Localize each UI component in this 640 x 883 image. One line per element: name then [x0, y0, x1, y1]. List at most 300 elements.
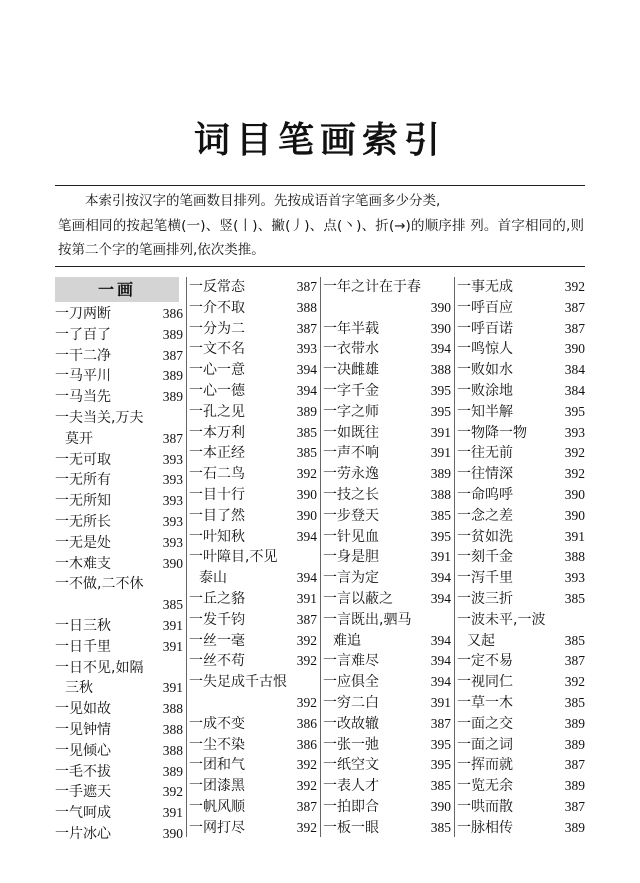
entry-idiom: 一团漆黑 [189, 778, 245, 795]
index-entry [55, 782, 185, 803]
entry-idiom: 一发千钧 [189, 611, 245, 628]
index-entry [323, 568, 453, 589]
entry-idiom: 一步登天 [323, 507, 379, 524]
index-entry [189, 339, 319, 360]
entry-idiom: 一丘之貉 [189, 590, 245, 607]
index-entry [55, 699, 185, 720]
index-entry [55, 658, 185, 700]
index-entry [55, 824, 185, 845]
entry-idiom-continued: 莫开 [65, 430, 93, 447]
entry-page-number: 393 [564, 424, 585, 440]
index-entry [457, 277, 587, 298]
entry-page-number: 387 [296, 279, 317, 294]
entry-idiom: 一针见血 [323, 528, 379, 545]
entry-idiom: 一呼百诺 [457, 320, 513, 337]
entry-idiom: 一叶知秋 [189, 528, 245, 545]
entry-idiom: 一文不名 [189, 341, 245, 358]
index-column-4 [457, 277, 587, 839]
entry-page-number: 388 [564, 549, 585, 565]
index-entry [55, 491, 185, 512]
entry-idiom: 一手遮天 [55, 784, 111, 801]
entry-page-number: 391 [162, 680, 183, 696]
entry-idiom: 一字之师 [323, 403, 379, 420]
entry-idiom: 一波未平,一波 [457, 611, 546, 628]
index-entry [55, 346, 185, 367]
entry-idiom: 一贫如洗 [457, 528, 513, 545]
index-entry [457, 589, 587, 610]
intro-line: 列。首字相同的,则按第二个字的笔画排列,依次类推。 [58, 217, 584, 258]
index-entry [323, 776, 453, 797]
index-entry [457, 755, 587, 776]
entry-page-number: 385 [430, 778, 451, 794]
entry-page-number: 391 [564, 528, 585, 544]
intro-line: 笔画相同的按起笔横(一)、竖(丨)、撇(丿)、点(丶)、折(→)的顺序排 [58, 217, 466, 234]
index-entry [55, 637, 185, 658]
entry-idiom: 一丝一毫 [189, 632, 245, 649]
entry-idiom: 一夫当关,万夫 [55, 409, 144, 426]
column-divider [186, 277, 187, 837]
index-entry [55, 554, 185, 575]
index-entry [457, 381, 587, 402]
entry-idiom: 一片冰心 [55, 825, 111, 842]
entry-page-number: 395 [430, 382, 451, 398]
index-entry [55, 304, 185, 325]
index-entry [55, 387, 185, 408]
entry-idiom: 一言为定 [323, 570, 379, 587]
index-entry [189, 589, 319, 610]
entry-idiom-continued: 又起 [467, 632, 495, 649]
entry-page-number: 387 [296, 611, 317, 627]
index-entry [457, 298, 587, 319]
entry-page-number: 385 [564, 694, 585, 710]
entry-idiom: 一年之计在于春 [323, 279, 421, 295]
entry-page-number: 390 [430, 320, 451, 336]
index-entry [323, 547, 453, 568]
index-entry [189, 797, 319, 818]
entry-idiom: 一往无前 [457, 445, 513, 462]
entry-page-number: 390 [430, 299, 451, 315]
entry-idiom: 一定不易 [457, 653, 513, 670]
index-entry [457, 423, 587, 444]
entry-page-number: 393 [564, 570, 585, 586]
entry-idiom: 一鸣惊人 [457, 341, 513, 358]
entry-page-number: 387 [430, 715, 451, 731]
entry-page-number: 391 [162, 805, 183, 821]
entry-page-number: 384 [564, 362, 585, 378]
index-entry [323, 589, 453, 610]
entry-idiom: 一脉相传 [457, 819, 513, 836]
entry-page-number: 393 [296, 341, 317, 357]
index-entry [323, 527, 453, 548]
index-entry [323, 735, 453, 756]
entry-page-number: 387 [162, 430, 183, 446]
entry-page-number: 388 [162, 701, 183, 717]
entry-idiom: 一纸空文 [323, 757, 379, 774]
index-entry [323, 818, 453, 839]
index-entry [189, 381, 319, 402]
entry-idiom: 一表人才 [323, 778, 379, 795]
entry-idiom: 一命呜呼 [457, 486, 513, 503]
entry-page-number: 385 [296, 445, 317, 461]
entry-idiom: 一身是胆 [323, 549, 379, 566]
entry-page-number: 384 [564, 382, 585, 398]
entry-page-number: 385 [430, 507, 451, 523]
entry-idiom: 一无所长 [55, 513, 111, 530]
entry-idiom: 一往情深 [457, 466, 513, 483]
top-rule [55, 185, 585, 186]
index-entry [457, 443, 587, 464]
entry-idiom: 一无所有 [55, 472, 111, 489]
index-entry [457, 651, 587, 672]
entry-page-number: 385 [564, 590, 585, 606]
index-entry [457, 464, 587, 485]
index-entry [323, 651, 453, 672]
index-entry [457, 319, 587, 340]
index-entry [189, 277, 319, 298]
entry-idiom: 一石二鸟 [189, 466, 245, 483]
index-entry [189, 610, 319, 631]
entry-page-number: 387 [564, 320, 585, 336]
entry-idiom: 一拍即合 [323, 798, 379, 815]
entry-page-number: 390 [564, 341, 585, 357]
entry-idiom: 一衣带水 [323, 341, 379, 358]
index-entry [457, 610, 587, 652]
entry-page-number: 390 [296, 486, 317, 502]
index-entry [323, 360, 453, 381]
index-entry [457, 818, 587, 839]
entry-page-number: 394 [430, 653, 451, 669]
index-entry [323, 319, 453, 340]
entry-idiom: 一日千里 [55, 638, 111, 655]
entry-page-number: 391 [162, 638, 183, 654]
intro-line: 本索引按汉字的笔画数目排列。先按成语首字笔画多少分类, [85, 193, 441, 209]
entry-idiom: 一木难支 [55, 555, 111, 572]
entry-idiom: 一言难尽 [323, 653, 379, 670]
entry-page-number: 390 [162, 825, 183, 841]
entry-idiom: 一劳永逸 [323, 466, 379, 483]
index-entry [189, 735, 319, 756]
entry-page-number: 392 [296, 632, 317, 648]
entry-page-number: 391 [430, 549, 451, 565]
index-entry [323, 277, 453, 319]
entry-idiom: 一挥而就 [457, 757, 513, 774]
entry-idiom: 一网打尽 [189, 819, 245, 836]
index-entry [55, 470, 185, 491]
index-entry [457, 506, 587, 527]
entry-idiom: 一败如水 [457, 362, 513, 379]
entry-page-number: 389 [430, 466, 451, 482]
entry-page-number: 385 [430, 819, 451, 835]
entry-page-number: 392 [564, 466, 585, 482]
index-entry [55, 803, 185, 824]
entry-idiom: 一年半载 [323, 320, 379, 337]
index-entry [189, 714, 319, 735]
entry-page-number: 392 [564, 279, 585, 294]
entry-page-number: 392 [162, 784, 183, 800]
entry-idiom: 一无所知 [55, 493, 111, 510]
entry-page-number: 387 [296, 320, 317, 336]
entry-idiom: 一本正经 [189, 445, 245, 462]
entry-page-number: 388 [162, 721, 183, 737]
index-column-3 [323, 277, 453, 839]
entry-page-number: 395 [430, 757, 451, 773]
index-entry [323, 755, 453, 776]
index-entry [457, 527, 587, 548]
index-entry [457, 402, 587, 423]
index-entry [323, 485, 453, 506]
entry-page-number: 392 [564, 445, 585, 461]
entry-page-number: 392 [296, 778, 317, 794]
entry-page-number: 391 [430, 424, 451, 440]
entry-page-number: 389 [564, 736, 585, 752]
entry-page-number: 390 [564, 507, 585, 523]
entry-page-number: 391 [430, 694, 451, 710]
index-entry [457, 672, 587, 693]
entry-page-number: 392 [296, 466, 317, 482]
index-entry [189, 485, 319, 506]
index-entry [55, 325, 185, 346]
index-entry [323, 610, 453, 652]
entry-idiom: 一日不见,如隔 [55, 659, 144, 676]
entry-idiom: 一应俱全 [323, 674, 379, 691]
entry-idiom: 一言以蔽之 [323, 590, 393, 607]
entry-page-number: 387 [564, 653, 585, 669]
entry-page-number: 394 [430, 590, 451, 606]
index-entry [55, 408, 185, 450]
entry-page-number: 390 [296, 507, 317, 523]
entry-page-number: 387 [564, 757, 585, 773]
index-entry [189, 298, 319, 319]
index-entry [55, 450, 185, 471]
entry-idiom: 一事无成 [457, 279, 513, 295]
index-entry [189, 527, 319, 548]
index-entry [189, 464, 319, 485]
entry-page-number: 394 [430, 570, 451, 586]
index-entry [457, 776, 587, 797]
entry-idiom: 一字千金 [323, 382, 379, 399]
entry-page-number: 393 [162, 451, 183, 467]
entry-idiom: 一不做,二不休 [55, 576, 144, 593]
entry-idiom: 一刀两断 [55, 306, 111, 322]
entry-idiom: 一泻千里 [457, 570, 513, 587]
entry-page-number: 394 [296, 382, 317, 398]
index-entry [323, 672, 453, 693]
entry-page-number: 393 [162, 493, 183, 509]
entry-page-number: 389 [162, 763, 183, 779]
entry-page-number: 392 [564, 674, 585, 690]
entry-page-number: 386 [162, 306, 183, 321]
entry-page-number: 389 [564, 715, 585, 731]
entry-idiom: 一决雌雄 [323, 362, 379, 379]
entry-idiom: 一成不变 [189, 715, 245, 732]
entry-idiom: 一哄而散 [457, 798, 513, 815]
entry-idiom: 一尘不染 [189, 736, 245, 753]
entry-page-number: 387 [162, 347, 183, 363]
entry-page-number: 390 [564, 486, 585, 502]
index-entry [323, 506, 453, 527]
index-entry [457, 797, 587, 818]
entry-idiom: 一言既出,驷马 [323, 611, 412, 628]
index-entry [189, 423, 319, 444]
entry-page-number: 391 [296, 590, 317, 606]
entry-idiom: 一了百了 [55, 326, 111, 343]
entry-page-number: 387 [564, 299, 585, 315]
entry-page-number: 391 [430, 445, 451, 461]
entry-page-number: 385 [162, 597, 183, 613]
entry-page-number: 395 [564, 403, 585, 419]
entry-page-number: 392 [296, 653, 317, 669]
entry-idiom: 一丝不苟 [189, 653, 245, 670]
index-entry [55, 533, 185, 554]
entry-idiom: 一见钟情 [55, 721, 111, 738]
index-entry [323, 443, 453, 464]
entry-page-number: 388 [430, 362, 451, 378]
index-column-1 [55, 277, 185, 845]
entry-page-number: 395 [430, 528, 451, 544]
index-entry [55, 366, 185, 387]
page-title: 词目笔画索引 [193, 120, 446, 161]
index-column-2 [189, 277, 319, 839]
entry-page-number: 387 [564, 798, 585, 814]
entry-idiom: 一视同仁 [457, 674, 513, 691]
bottom-rule [55, 266, 585, 267]
entry-page-number: 393 [162, 513, 183, 529]
entry-idiom: 一无是处 [55, 534, 111, 551]
entry-page-number: 392 [296, 819, 317, 835]
entry-idiom: 一无可取 [55, 451, 111, 468]
index-entry [457, 547, 587, 568]
section-heading: 一画 [55, 277, 179, 302]
entry-idiom: 一心一意 [189, 362, 245, 379]
intro-paragraph [58, 189, 584, 263]
entry-page-number: 385 [564, 632, 585, 648]
index-entry [55, 574, 185, 616]
index-entry [323, 464, 453, 485]
index-entry [323, 797, 453, 818]
entry-page-number: 385 [296, 424, 317, 440]
entry-idiom: 一张一弛 [323, 736, 379, 753]
entry-idiom: 一目了然 [189, 507, 245, 524]
entry-idiom: 一如既往 [323, 424, 379, 441]
entry-idiom: 一毛不拔 [55, 763, 111, 780]
index-entry [323, 402, 453, 423]
index-entry [55, 762, 185, 783]
index-entry [457, 714, 587, 735]
entry-idiom: 一马平川 [55, 368, 111, 385]
index-entry [457, 339, 587, 360]
entry-idiom: 一波三折 [457, 590, 513, 607]
entry-idiom: 一气呵成 [55, 805, 111, 822]
column-divider [454, 277, 455, 837]
index-entry [189, 547, 319, 589]
index-entry [189, 631, 319, 652]
entry-page-number: 394 [430, 674, 451, 690]
entry-idiom: 一干二净 [55, 347, 111, 364]
index-entry [189, 651, 319, 672]
entry-idiom: 一改故辙 [323, 715, 379, 732]
entry-page-number: 393 [162, 534, 183, 550]
entry-idiom: 一技之长 [323, 486, 379, 503]
index-entry [323, 693, 453, 714]
entry-page-number: 394 [296, 528, 317, 544]
index-entry [323, 714, 453, 735]
index-entry [189, 402, 319, 423]
entry-idiom: 一马当先 [55, 389, 111, 406]
index-entry [189, 443, 319, 464]
entry-page-number: 392 [296, 757, 317, 773]
entry-idiom: 一念之差 [457, 507, 513, 524]
entry-idiom: 一穷二白 [323, 694, 379, 711]
index-entry [323, 339, 453, 360]
index-entry [457, 568, 587, 589]
entry-idiom: 一知半解 [457, 403, 513, 420]
entry-page-number: 388 [430, 486, 451, 502]
index-entry [189, 776, 319, 797]
entry-idiom: 一览无余 [457, 778, 513, 795]
entry-page-number: 389 [162, 368, 183, 384]
entry-page-number: 386 [296, 736, 317, 752]
entry-idiom: 一板一眼 [323, 819, 379, 836]
column-divider [320, 277, 321, 837]
index-entry [189, 360, 319, 381]
entry-idiom: 一目十行 [189, 486, 245, 503]
entry-page-number: 395 [430, 736, 451, 752]
entry-idiom: 一草一木 [457, 694, 513, 711]
entry-page-number: 389 [162, 389, 183, 405]
entry-page-number: 387 [296, 798, 317, 814]
entry-idiom-continued: 三秋 [65, 680, 93, 697]
index-entry [189, 506, 319, 527]
index-entry [189, 319, 319, 340]
entry-idiom: 一呼百应 [457, 299, 513, 316]
entry-idiom: 一见倾心 [55, 742, 111, 759]
entry-idiom: 一失足成千古恨 [189, 674, 287, 691]
entry-idiom: 一日三秋 [55, 617, 111, 634]
index-entry [457, 360, 587, 381]
entry-idiom: 一面之词 [457, 736, 513, 753]
index-entry [55, 616, 185, 637]
index-entry [189, 672, 319, 714]
entry-idiom: 一败涂地 [457, 382, 513, 399]
entry-page-number: 392 [296, 694, 317, 710]
entry-page-number: 395 [430, 403, 451, 419]
index-entry [55, 512, 185, 533]
entry-page-number: 389 [296, 403, 317, 419]
entry-page-number: 393 [162, 472, 183, 488]
index-entry [323, 381, 453, 402]
index-entry [189, 818, 319, 839]
entry-idiom: 一面之交 [457, 715, 513, 732]
index-entry [457, 735, 587, 756]
entry-page-number: 386 [296, 715, 317, 731]
index-entry [55, 720, 185, 741]
entry-page-number: 389 [564, 778, 585, 794]
entry-page-number: 389 [162, 326, 183, 342]
index-entry [189, 755, 319, 776]
entry-idiom: 一心一德 [189, 382, 245, 399]
index-entry [457, 485, 587, 506]
entry-idiom: 一团和气 [189, 757, 245, 774]
entry-idiom: 一介不取 [189, 299, 245, 316]
entry-idiom: 一物降一物 [457, 424, 527, 441]
entry-idiom: 一孔之见 [189, 403, 245, 420]
entry-idiom: 一本万利 [189, 424, 245, 441]
entry-page-number: 390 [430, 798, 451, 814]
index-entry [323, 423, 453, 444]
entry-idiom: 一分为二 [189, 320, 245, 337]
index-entry [55, 741, 185, 762]
entry-idiom: 一帆风顺 [189, 798, 245, 815]
